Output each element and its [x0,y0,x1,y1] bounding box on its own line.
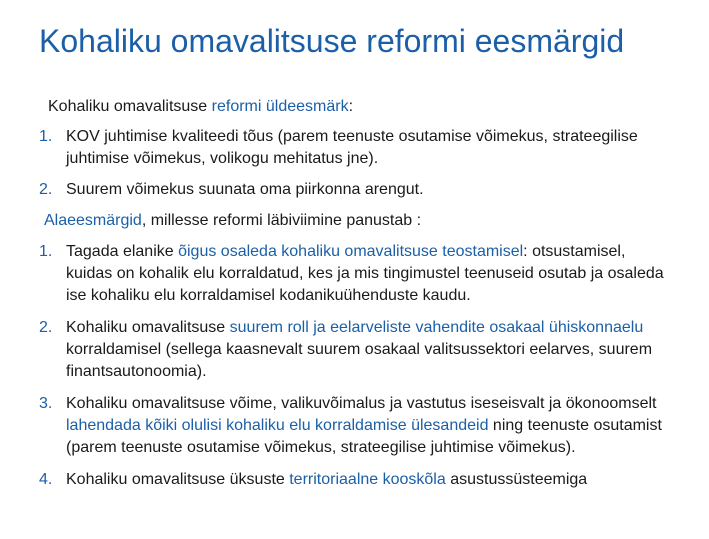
goal-intro [48,96,709,118]
sub-goal-number: 4. [39,471,53,488]
sub-goal-highlight: lahendada kõiki olulisi kohaliku elu korraldamise ülesandeid [66,417,489,434]
sub-goal-item-4 [0,469,709,491]
goal-text: KOV juhtimise kvaliteedi tõus (parem teenuste osutamise võimekus, strateegilise juhtimise võimekus, volikogu mehitatus jne). [66,128,638,167]
sub-goal-highlight: territoriaalne kooskõla [289,471,446,488]
goal-intro-colon: : [348,98,354,115]
sub-goal-text: korraldamisel (sellega kaasnevalt suurem osakaal valitsussektori eelarves, suurem finantsautonoomia). [66,341,653,380]
sub-goal-item-2 [0,317,709,383]
sub-goal-highlight: õigus osaleda kohaliku omavalitsuse teostamisel [178,243,524,260]
goal-number: 2. [39,181,53,198]
sub-goal-text: ning teenuste osutamist (parem teenuste osutamise võimekus, strateegilise juhtimise võimekus). [66,417,662,456]
sub-goal-text: : otsustamisel, kuidas on kohalik elu korraldatud, kes ja mis tingimustel teenuseid osutab ja osaleda ise kohaliku elu korraldamisel kodanikuühenduste kaudu. [66,243,664,304]
goal-item-1 [0,126,709,170]
sub-goal-text: Kohaliku omavalitsuse üksuste [66,471,290,488]
sub-goal-text: Kohaliku omavalitsuse võime, valikuvõimalus ja vastutus iseseisvalt ja ökonoomselt [66,395,657,412]
slide-title: Kohaliku omavalitsuse reformi eesmärgid [39,23,625,59]
sub-goal-number: 2. [39,319,53,336]
sub-goal-number: 1. [39,243,53,260]
sub-goal-text: Tagada elanike [66,243,179,260]
goal-intro-highlight: reformi üldeesmärk [211,98,349,115]
sub-goal-text: asustussüsteemiga [445,471,588,488]
goal-text: Suurem võimekus suunata oma piirkonna arengut. [66,181,424,198]
sub-goal-intro-highlight: Alaeesmärgid [44,212,142,229]
sub-goal-item-1 [0,241,709,307]
sub-goal-number: 3. [39,395,53,412]
goal-intro-text: Kohaliku omavalitsuse [48,98,212,115]
sub-goal-intro [44,210,709,232]
goal-item-2 [0,179,709,201]
sub-goal-item-3 [0,393,709,459]
sub-goal-text: Kohaliku omavalitsuse [66,319,230,336]
sub-goal-intro-text: , millesse reformi läbiviimine panustab : [141,212,422,229]
slide-content [0,96,709,491]
goal-number: 1. [39,128,53,145]
sub-goal-highlight: suurem roll ja eelarveliste vahendite osakaal ühiskonnaelu [229,319,644,336]
